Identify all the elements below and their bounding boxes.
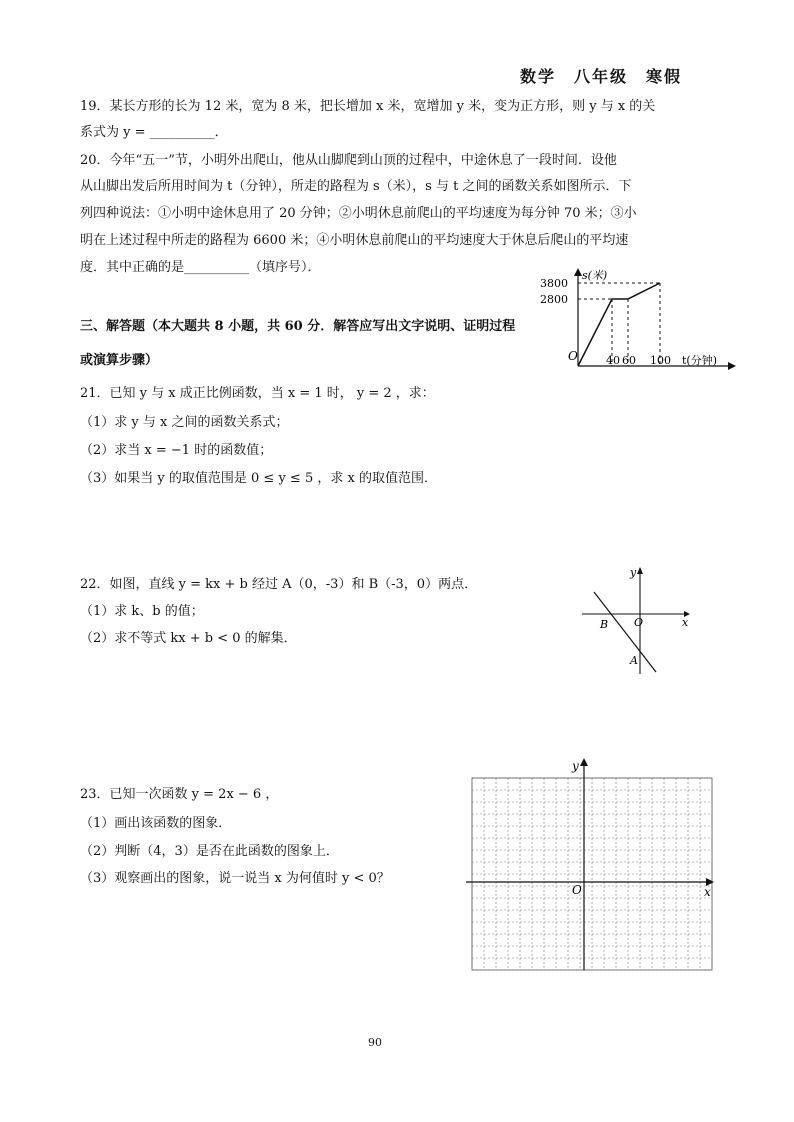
page-header: 数学 八年级 寒假	[520, 67, 683, 86]
q23-coordinate-grid	[462, 756, 722, 976]
x-axis-label: t(分钟)	[682, 354, 718, 367]
q20-distance-time-graph	[538, 264, 758, 376]
origin-label: O	[634, 616, 644, 629]
line-ab	[594, 592, 656, 672]
x-axis-label: x	[682, 616, 689, 629]
y-tick-2800: 2800	[540, 293, 568, 306]
q22-stem: 22．如图，直线 y = kx + b 经过 A（0，-3）和 B（-3，0）两点．	[80, 577, 478, 592]
q20-line1: 20．今年“五一”节，小明外出爬山，他从山脚爬到山顶的过程中，中途休息了一段时间．设他	[80, 153, 617, 168]
x-tick-40: 40	[606, 354, 620, 367]
origin-label: O	[568, 349, 578, 363]
x-tick-100: 100	[650, 354, 671, 367]
x-tick-60: 60	[622, 354, 636, 367]
q21-stem: 21．已知 y 与 x 成正比例函数，当 x = 1 时， y = 2 ，求：	[80, 386, 435, 401]
q22-line-graph	[578, 562, 698, 677]
y-tick-3800: 3800	[540, 277, 568, 290]
q20-line2: 从山脚出发后所用时间为 t（分钟），所走的路程为 s（米），s 与 t 之间的函数关系如图所示．下	[80, 179, 632, 194]
y-axis-label: y	[630, 566, 637, 579]
q19-line1: 19．某长方形的长为 12 米，宽为 8 米，把长增加 x 米，宽增加 y 米，变为正方形，则 y 与 x 的关	[80, 99, 656, 114]
q22-part1: （1）求 k、b 的值；	[80, 604, 204, 619]
q22-part2: （2）求不等式 kx + b < 0 的解集．	[80, 631, 297, 646]
y-axis-label: s(米)	[582, 269, 608, 282]
section3-heading-line1: 三、解答题（本大题共 8 小题，共 60 分．解答应写出文字说明、证明过程	[80, 319, 516, 334]
section3-heading-line2: 或演算步骤）	[80, 353, 159, 368]
origin-label: O	[572, 883, 582, 897]
point-b-label: B	[600, 618, 609, 631]
q20-line5: 度．其中正确的是__________（填序号）．	[80, 260, 321, 275]
q23-part2: （2）判断（4，3）是否在此函数的图象上．	[80, 844, 339, 859]
q20-line4: 明在上述过程中所走的路程为 6600 米；④小明休息前爬山的平均速度大于休息后爬山的平均速	[80, 233, 629, 248]
q23-stem: 23．已知一次函数 y = 2x − 6 ，	[80, 787, 279, 802]
q19-line2: 系式为 y = __________．	[80, 125, 228, 140]
q21-part2: （2）求当 x = −1 时的函数值；	[80, 443, 273, 458]
x-axis-label: x	[704, 885, 711, 899]
y-axis-label: y	[572, 759, 579, 773]
q21-part1: （1）求 y 与 x 之间的函数关系式；	[80, 415, 289, 430]
q21-part3: （3）如果当 y 的取值范围是 0 ≤ y ≤ 5 ，求 x 的取值范围．	[80, 471, 437, 486]
q23-part1: （1）画出该函数的图象．	[80, 816, 232, 831]
point-a-label: A	[630, 654, 638, 667]
page-number: 90	[368, 1036, 382, 1049]
q20-line3: 列四种说法：①小明中途休息用了 20 分钟；②小明休息前爬山的平均速度为每分钟 70 米；③小	[80, 206, 637, 221]
q23-part3: （3）观察画出的图象，说一说当 x 为何值时 y < 0？	[80, 871, 390, 886]
